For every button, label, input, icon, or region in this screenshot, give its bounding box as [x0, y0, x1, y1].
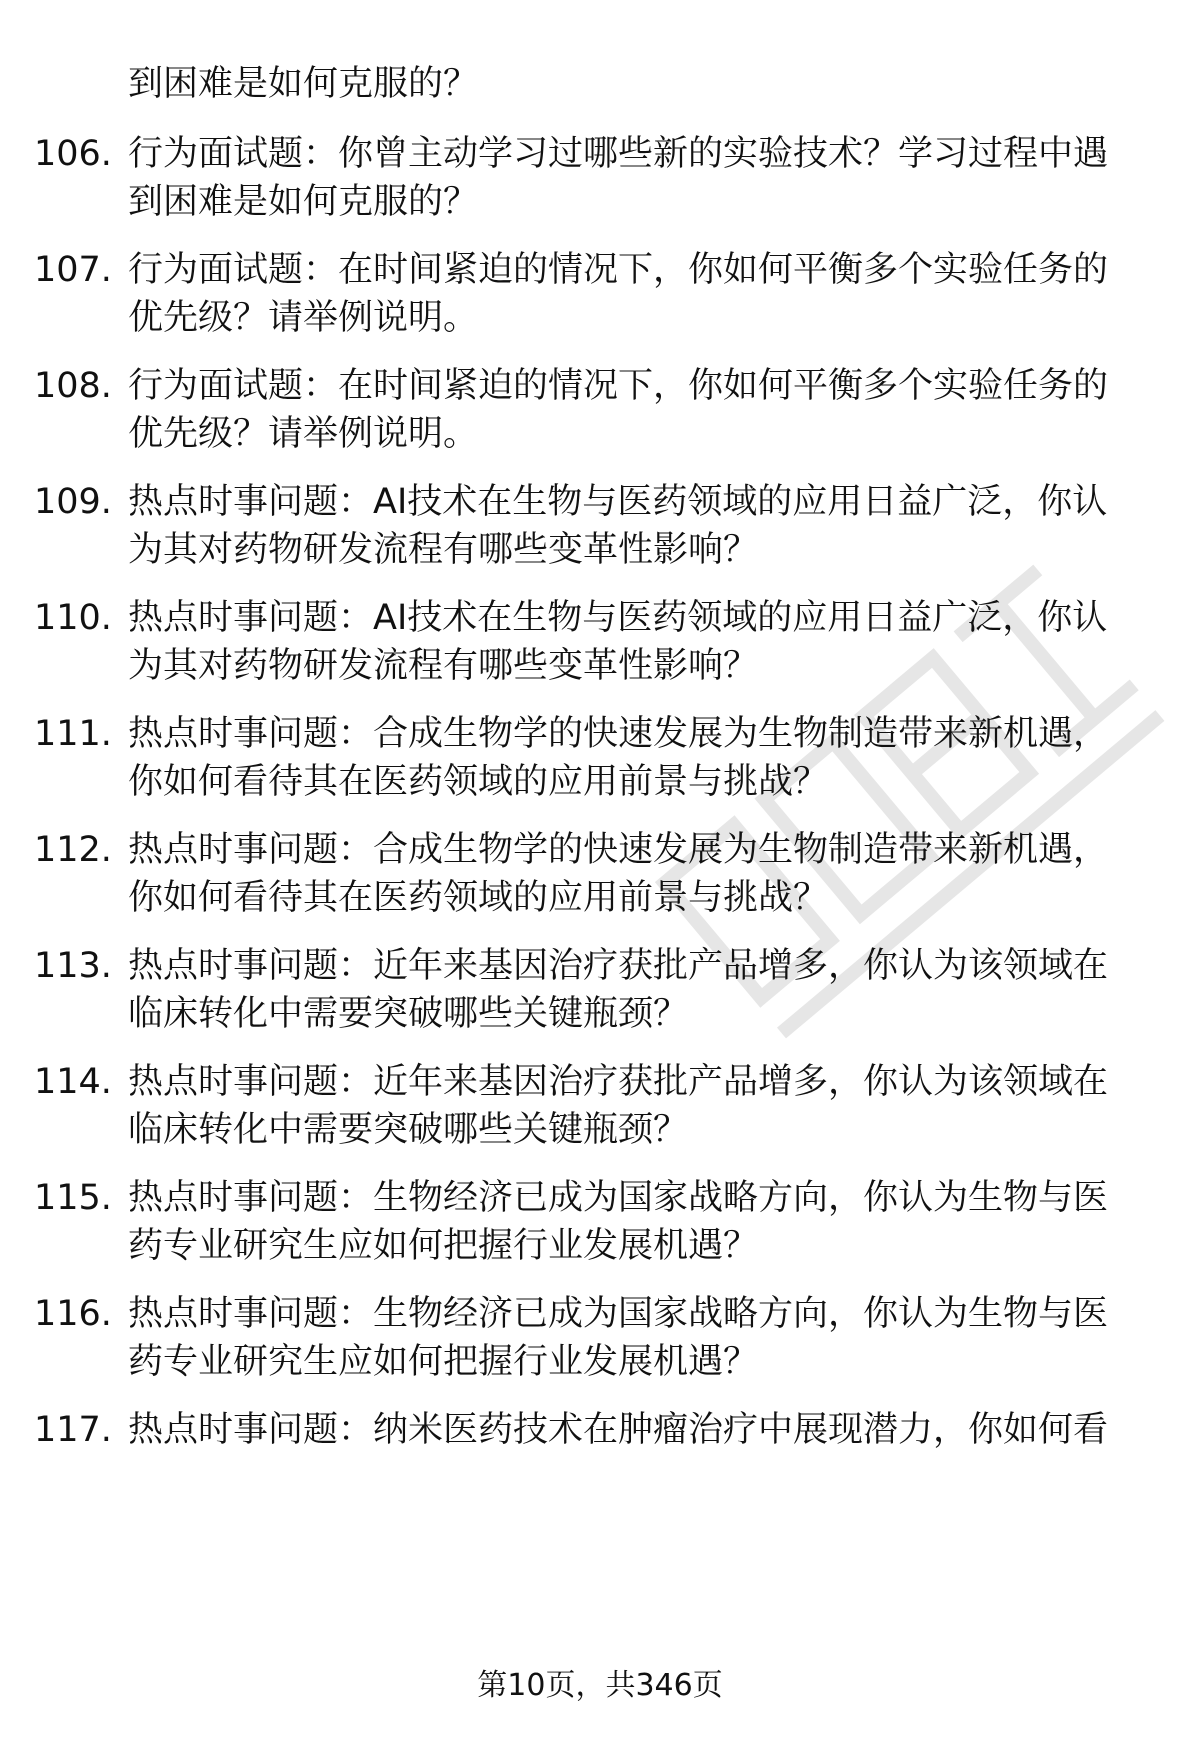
question-text-line: 临床转化中需要突破哪些关键瓶颈？ [128, 994, 689, 1034]
question-text-line: 药专业研究生应如何把握行业发展机遇？ [128, 1342, 759, 1382]
continued-text-line: 到困难是如何克服的？ [128, 64, 479, 104]
question-text-line: 热点时事问题：生物经济已成为国家战略方向，你认为生物与医 [128, 1294, 1109, 1334]
question-text [128, 594, 1148, 690]
question-number: 114. [34, 1062, 112, 1102]
question-text-line: 为其对药物研发流程有哪些变革性影响？ [128, 530, 759, 570]
question-text-line: 到困难是如何克服的？ [128, 182, 479, 222]
question-number: 117. [34, 1410, 112, 1450]
question-text [128, 1406, 1148, 1454]
question-number: 115. [34, 1178, 112, 1218]
question-number: 112. [34, 830, 112, 870]
question-number: 107. [34, 250, 112, 290]
question-text-line: 优先级？请举例说明。 [128, 414, 479, 454]
question-text-line: 临床转化中需要突破哪些关键瓶颈？ [128, 1110, 689, 1150]
question-text [128, 942, 1148, 1038]
question-text-line: 热点时事问题：合成生物学的快速发展为生物制造带来新机遇， [128, 714, 1109, 754]
question-number: 108. [34, 366, 112, 406]
question-text-line: 行为面试题：你曾主动学习过哪些新的实验技术？学习过程中遇 [128, 134, 1109, 174]
question-number: 111. [34, 714, 112, 754]
question-text-line: 热点时事问题：生物经济已成为国家战略方向，你认为生物与医 [128, 1178, 1109, 1218]
question-text [128, 826, 1148, 922]
question-text [128, 130, 1148, 226]
question-text-line: 优先级？请举例说明。 [128, 298, 479, 338]
question-text [128, 1058, 1148, 1154]
question-text-line: 你如何看待其在医药领域的应用前景与挑战？ [128, 762, 829, 802]
question-number: 116. [34, 1294, 112, 1334]
question-text-line: 你如何看待其在医药领域的应用前景与挑战？ [128, 878, 829, 918]
question-number: 113. [34, 946, 112, 986]
question-text-line: 热点时事问题：近年来基因治疗获批产品增多，你认为该领域在 [128, 1062, 1109, 1102]
question-text-line: 药专业研究生应如何把握行业发展机遇？ [128, 1226, 759, 1266]
question-text-line: 热点时事问题：合成生物学的快速发展为生物制造带来新机遇， [128, 830, 1109, 870]
question-text-line: 为其对药物研发流程有哪些变革性影响？ [128, 646, 759, 686]
question-text-line: 热点时事问题：AI技术在生物与医药领域的应用日益广泛，你认 [128, 598, 1108, 638]
question-text [128, 1174, 1148, 1270]
question-number: 109. [34, 482, 112, 522]
page-number-footer: 第10页，共346页 [477, 1668, 723, 1703]
question-text-line: 行为面试题：在时间紧迫的情况下，你如何平衡多个实验任务的 [128, 366, 1109, 406]
question-text-line: 热点时事问题：近年来基因治疗获批产品增多，你认为该领域在 [128, 946, 1109, 986]
question-text [128, 1290, 1148, 1386]
question-text [128, 478, 1148, 574]
question-text-line: 热点时事问题：纳米医药技术在肿瘤治疗中展现潜力，你如何看 [128, 1410, 1109, 1450]
question-text [128, 362, 1148, 458]
question-text [128, 246, 1148, 342]
question-text-line: 行为面试题：在时间紧迫的情况下，你如何平衡多个实验任务的 [128, 250, 1109, 290]
question-text [128, 710, 1148, 806]
question-number: 110. [34, 598, 112, 638]
question-number: 106. [34, 134, 112, 174]
question-text-line: 热点时事问题：AI技术在生物与医药领域的应用日益广泛，你认 [128, 482, 1108, 522]
